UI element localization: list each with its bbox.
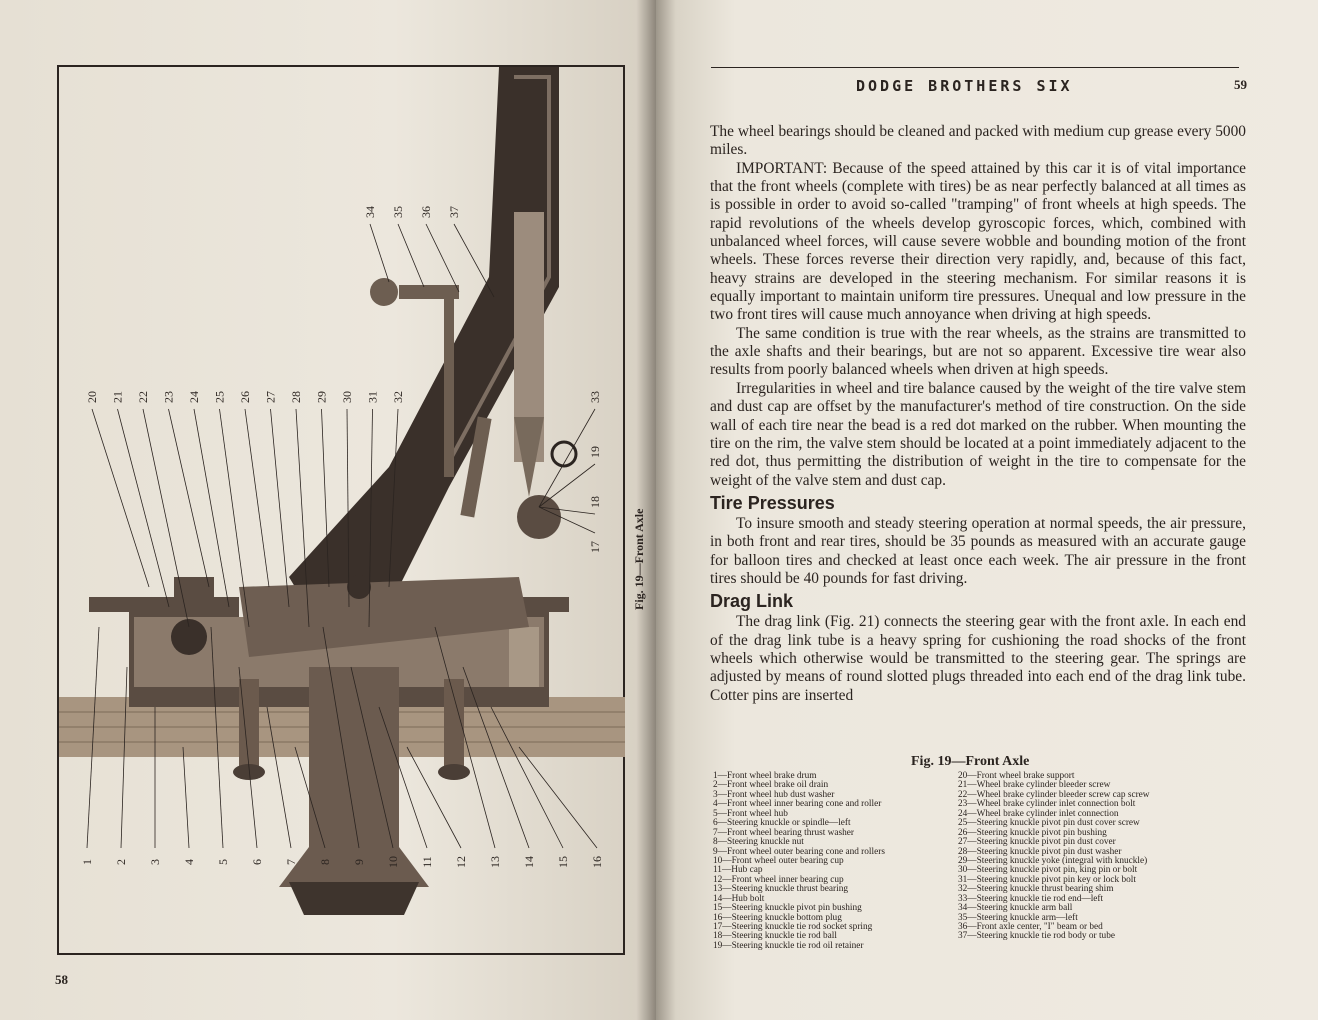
leader-line	[118, 409, 170, 607]
callout-number: 13	[488, 856, 502, 868]
legend-item: 14—Hub bolt	[713, 893, 765, 904]
callout-number: 8	[318, 859, 332, 865]
legend-item: 36—Front axle center, "I" beam or bed	[958, 922, 1103, 932]
section-heading-drag-link: Drag Link	[710, 591, 794, 612]
leader-line	[121, 667, 127, 848]
legend-item: 26—Steering knuckle pivot pin bushing	[958, 827, 1107, 838]
callout-number: 21	[110, 391, 125, 403]
callout-number: 15	[556, 856, 570, 868]
page-number: 59	[1234, 77, 1247, 92]
legend-item: 19—Steering knuckle tie rod oil retainer	[713, 940, 864, 951]
legend-item: 6—Steering knuckle or spindle—left	[713, 818, 851, 829]
legend-item: 16—Steering knuckle bottom plug	[713, 912, 842, 923]
legend-item: 37—Steering knuckle tie rod body or tube	[958, 931, 1115, 942]
legend-item: 20—Front wheel brake support	[958, 771, 1075, 781]
legend-item: 35—Steering knuckle arm—left	[958, 912, 1078, 923]
callout-number: 6	[250, 859, 264, 865]
legend-item: 25—Steering knuckle pivot pin dust cover screw	[958, 818, 1140, 829]
callout-number: 30	[340, 391, 354, 403]
leader-line	[220, 409, 250, 627]
leader-line	[271, 409, 290, 607]
callout-number: 4	[182, 859, 196, 865]
legend-item: 4—Front wheel inner bearing cone and roller	[713, 799, 882, 810]
legend-item: 23—Wheel brake cylinder inlet connection bolt	[958, 799, 1136, 810]
right-page	[656, 0, 1318, 1020]
callout-number: 11	[420, 856, 434, 868]
callout-number: 33	[588, 391, 602, 403]
front-axle-diagram	[59, 67, 625, 955]
legend-item: 15—Steering knuckle pivot pin bushing	[713, 903, 862, 914]
leader-line	[539, 409, 595, 507]
legend-item: 1—Front wheel brake drum	[713, 771, 817, 781]
callout-number: 9	[352, 859, 366, 865]
callout-number: 25	[212, 391, 227, 403]
legend-item: 12—Front wheel inner bearing cup	[713, 874, 844, 885]
legend-item: 28—Steering knuckle pivot pin dust washer	[958, 846, 1122, 857]
callout-number: 37	[447, 206, 461, 218]
figure-caption: Fig. 19—Front Axle	[632, 508, 646, 610]
paragraph: Irregularities in wheel and tire balance caused by the weight of the tire valve stem and dust cap are offset by the manufacturer's method of tire construction. On the side wall of each tire near the bead is a red dot marked on the rubber. When mounting the tire on the rim, the valve stem should be located at a point immediately adjacent to the red dot, thus permitting the distribution of weight in the tire to compensate for the weight of the valve stem and dust cap.	[710, 379, 1246, 489]
callout-number: 14	[522, 856, 536, 868]
callout-number: 5	[216, 859, 230, 865]
front-axle-figure	[57, 65, 625, 955]
callout-number: 27	[263, 391, 278, 403]
leader-line	[398, 224, 424, 287]
paragraph: The same condition is true with the rear wheels, as the strains are transmitted to the axle shafts and their bearings, but are not so apparent. Excessive tire wear also results from poorly balanced wheels when driven at high speeds.	[710, 324, 1246, 379]
callout-number: 29	[314, 391, 329, 403]
leader-line	[519, 747, 597, 848]
leader-line	[539, 464, 595, 507]
legend-item: 17—Steering knuckle tie rod socket spring	[713, 922, 873, 932]
callout-number: 32	[391, 391, 405, 403]
legend-item: 2—Front wheel brake oil drain	[713, 780, 829, 791]
callout-number: 22	[136, 391, 150, 403]
legend-item: 21—Wheel brake cylinder bleeder screw	[958, 780, 1111, 791]
callout-number: 36	[419, 206, 433, 218]
callout-number: 3	[148, 859, 162, 865]
legend-item: 32—Steering knuckle thrust bearing shim	[958, 884, 1114, 895]
leader-line	[426, 224, 459, 292]
callout-number: 24	[187, 391, 201, 403]
legend-item: 27—Steering knuckle pivot pin dust cover	[958, 837, 1116, 848]
callout-number: 28	[289, 391, 303, 403]
legend-title: Fig. 19—Front Axle	[911, 754, 1030, 769]
legend-item: 34—Steering knuckle arm ball	[958, 903, 1073, 914]
callout-number: 31	[365, 391, 380, 403]
legend-item: 31—Steering knuckle pivot pin key or lock bolt	[958, 874, 1136, 885]
callout-number: 17	[588, 541, 602, 553]
page-number: 58	[55, 972, 68, 987]
leader-line	[370, 224, 389, 282]
callout-number: 18	[588, 496, 602, 508]
leader-line	[245, 409, 269, 587]
callout-number: 26	[238, 391, 252, 403]
legend-item: 11—Hub cap	[713, 865, 763, 876]
legend-item: 10—Front wheel outer bearing cup	[713, 855, 844, 866]
legend-item: 13—Steering knuckle thrust bearing	[713, 884, 849, 895]
callout-number: 23	[161, 391, 176, 403]
callout-number: 7	[284, 859, 298, 865]
legend-item: 7—Front wheel bearing thrust washer	[713, 827, 854, 838]
legend-item: 30—Steering knuckle pivot pin, king pin or bolt	[958, 865, 1138, 876]
callout-number: 16	[590, 856, 604, 868]
legend-item: 5—Front wheel hub	[713, 808, 788, 819]
callout-number: 1	[80, 859, 94, 865]
paragraph: IMPORTANT: Because of the speed attained by this car it is of vital importance that the front wheels (complete with tires) be as near perfectly balanced at all times as is possible in order to avoid so-called "tramping" of front wheels at high speeds. The rapid revolutions of the wheels develop gyroscopic forces, which, combined with unbalanced wheel forces, will cause severe wobble and bounding motion of the front wheels. These forces reverse their direction very rapidly, and, because of this fact, heavy strains are developed in the steering mechanism. For similar reasons it is equally important to maintain uniform tire pressures. Unequal and low pressure in the two front tires will cause much annoyance when driving at high speeds.	[710, 159, 1246, 324]
running-head: DODGE BROTHERS SIX	[856, 77, 1073, 95]
legend-item: 18—Steering knuckle tie rod ball	[713, 931, 837, 942]
legend-item: 3—Front wheel hub dust washer	[713, 789, 835, 800]
paragraph: The wheel bearings should be cleaned and packed with medium cup grease every 5000 miles.	[710, 123, 1246, 159]
callout-number: 34	[363, 206, 377, 218]
leader-line	[183, 747, 189, 848]
callout-number: 20	[85, 391, 99, 403]
axle-beam	[289, 67, 576, 627]
legend-item: 8—Steering knuckle nut	[713, 837, 804, 848]
header-rule	[711, 67, 1239, 68]
paragraph: To insure smooth and steady steering operation at normal speeds, the air pressure, in both front and rear tires, should be 35 pounds as measured with an accurate gauge for balloon tires and checked at least once each week. The air pressure in the front tires should be 40 pounds for fast driving.	[710, 514, 1246, 587]
legend-item: 33—Steering knuckle tie rod end—left	[958, 893, 1104, 904]
legend-column-left	[713, 772, 885, 951]
callout-number: 35	[391, 206, 405, 218]
callout-number: 19	[588, 446, 602, 458]
callout-number: 10	[386, 856, 400, 868]
left-page	[0, 0, 656, 1020]
legend-column-right	[958, 772, 1150, 942]
paragraph: The drag link (Fig. 21) connects the steering gear with the front axle. In each end of the drag link tube is a heavy spring for cushioning the road shocks of the front wheels which otherwise would be transmitted to the steering gear. The springs are adjusted by means of round slotted plugs threaded into each end of the drag link tube. Cotter pins are inserted	[710, 613, 1246, 704]
legend-item: 29—Steering knuckle yoke (integral with knuckle)	[958, 855, 1148, 866]
callout-number: 12	[454, 856, 468, 868]
legend-item: 22—Wheel brake cylinder bleeder screw cap screw	[958, 789, 1150, 800]
leader-line	[454, 224, 494, 297]
section-heading-tire-pressures: Tire Pressures	[710, 492, 835, 513]
callout-number: 2	[114, 859, 128, 865]
legend-item: 24—Wheel brake cylinder inlet connection	[958, 808, 1119, 819]
body-text	[710, 123, 1246, 705]
legend-item: 9—Front wheel outer bearing cone and rollers	[713, 846, 885, 857]
